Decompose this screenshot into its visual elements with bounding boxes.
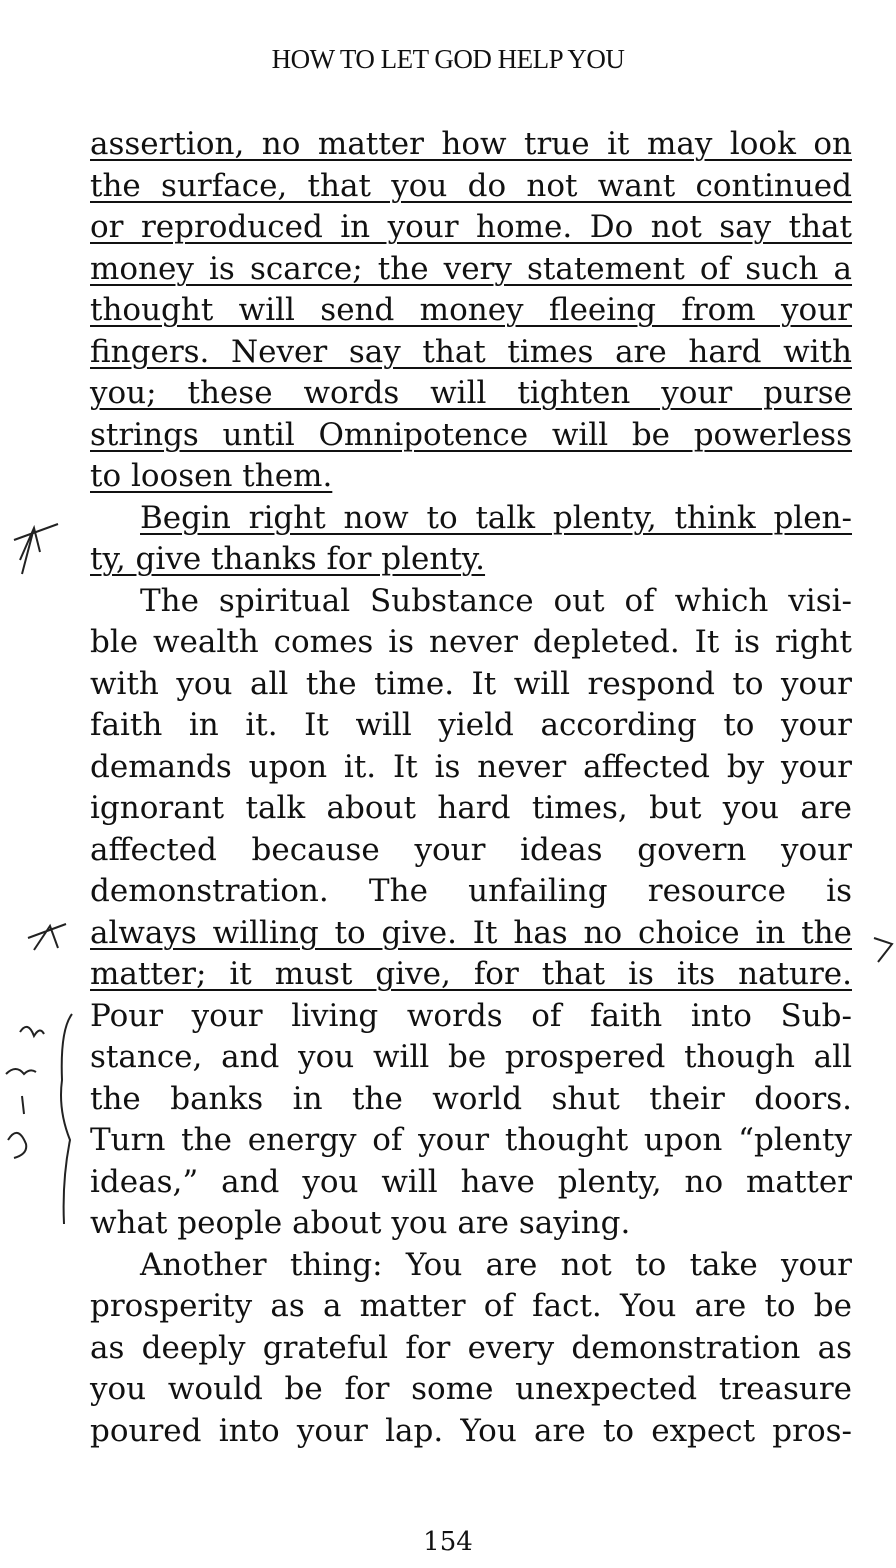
- text-line: you; these words will tighten your purse: [90, 375, 852, 411]
- text-line: matter; it must give, for that is its nature.: [90, 956, 852, 992]
- text-line: you would be for some unexpected treasure: [90, 1371, 852, 1407]
- text-line: to loosen them.: [90, 458, 333, 494]
- text-line: with you all the time. It will respond to your: [90, 665, 852, 702]
- bracket-mark-icon: [61, 1014, 72, 1224]
- text-line: assertion, no matter how true it may look on: [90, 126, 852, 162]
- arrow-mark-icon: [874, 938, 892, 962]
- text-line: the banks in the world shut their doors.: [90, 1080, 852, 1117]
- page-number: 154: [423, 1527, 473, 1557]
- text-line: fingers. Never say that times are hard with: [90, 333, 852, 370]
- text-line: always willing to give. It has no choice in the: [90, 914, 852, 951]
- text-line: money is scarce; the very statement of such a: [90, 250, 852, 287]
- running-header: HOW TO LET GOD HELP YOU: [271, 44, 625, 74]
- text-line: poured into your lap. You are to expect pros-: [90, 1412, 852, 1449]
- text-line: demonstration. The unfailing resource is: [90, 873, 852, 909]
- text-line: affected because your ideas govern your: [90, 831, 852, 868]
- text-line: Begin right now to talk plenty, think plen-: [140, 499, 852, 536]
- text-line: Pour your living words of faith into Sub-: [90, 997, 852, 1034]
- text-line: ty, give thanks for plenty.: [90, 541, 486, 577]
- text-line: demands upon it. It is never affected by your: [90, 748, 852, 785]
- text-line: ignorant talk about hard times, but you are: [90, 790, 852, 826]
- text-line: as deeply grateful for every demonstration as: [90, 1329, 852, 1366]
- text-line: ble wealth comes is never depleted. It is right: [90, 624, 852, 660]
- text-line: Another thing: You are not to take your: [140, 1246, 852, 1283]
- text-line: prosperity as a matter of fact. You are to be: [90, 1288, 852, 1324]
- star-mark-icon: [14, 524, 58, 574]
- text-line: strings until Omnipotence will be powerless: [90, 416, 852, 453]
- text-line: stance, and you will be prospered though all: [90, 1039, 852, 1075]
- text-line: faith in it. It will yield according to your: [90, 707, 852, 743]
- text-line: the surface, that you do not want continued: [90, 167, 852, 204]
- text-line: what people about you are saying.: [90, 1205, 631, 1241]
- text-line: Turn the energy of your thought upon “plenty: [90, 1122, 852, 1158]
- body-text: [90, 124, 852, 1452]
- star-mark-icon: [28, 924, 66, 950]
- scribble-mark-icon: [6, 1027, 44, 1158]
- text-line: or reproduced in your home. Do not say that: [90, 209, 852, 245]
- text-line: ideas,” and you will have plenty, no matter: [90, 1163, 852, 1200]
- text-line: The spiritual Substance out of which visi-: [140, 582, 852, 619]
- text-line: thought will send money fleeing from your: [90, 292, 852, 328]
